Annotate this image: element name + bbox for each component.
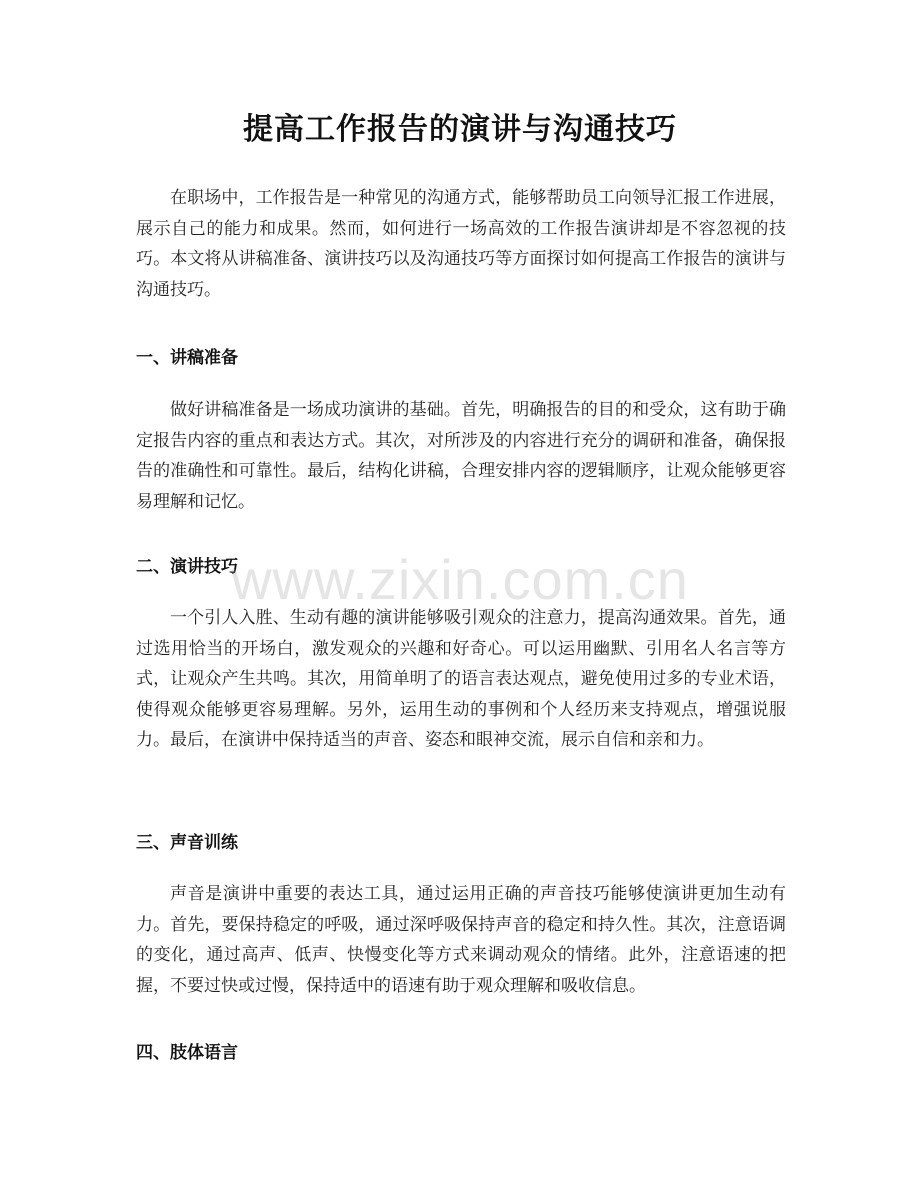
- section-heading-2: 二、演讲技巧: [136, 557, 238, 577]
- section-heading-1: 一、讲稿准备: [136, 348, 238, 368]
- section-paragraph-3: 声音是演讲中重要的表达工具，通过运用正确的声音技巧能够使演讲更加生动有力。首先，要保持稳定的呼吸，通过深呼吸保持声音的稳定和持久性。其次，注意语调的变化，通过高声、低声、快慢变化等方式来调动观众的情绪。此外，注意语速的把握，不要过快或过慢，保持适中的语速有助于观众理解和吸收信息。: [136, 884, 786, 996]
- watermark-text: www.zixin.com.cn: [231, 548, 689, 611]
- section-heading-4: 四、肢体语言: [136, 1043, 238, 1063]
- section-paragraph-2: 一个引人入胜、生动有趣的演讲能够吸引观众的注意力，提高沟通效果。首先，通过选用恰当的开场白，激发观众的兴趣和好奇心。可以运用幽默、引用名人名言等方式，让观众产生共鸣。其次，用简单明了的语言表达观点，避免使用过多的专业术语，使得观众能够更容易理解。另外，运用生动的事例和个人经历来支持观点，增强说服力。最后，在演讲中保持适当的声音、姿态和眼神交流，展示自信和亲和力。: [136, 608, 786, 750]
- section-paragraph-1: 做好讲稿准备是一场成功演讲的基础。首先，明确报告的目的和受众，这有助于确定报告内容的重点和表达方式。其次，对所涉及的内容进行充分的调研和准备，确保报告的准确性和可靠性。最后，结构化讲稿，合理安排内容的逻辑顺序，让观众能够更容易理解和记忆。: [136, 400, 786, 512]
- document-title: 提高工作报告的演讲与沟通技巧: [243, 112, 677, 147]
- section-heading-3: 三、声音训练: [136, 833, 238, 853]
- intro-paragraph: 在职场中，工作报告是一种常见的沟通方式，能够帮助员工向领导汇报工作进展，展示自己的能力和成果。然而，如何进行一场高效的工作报告演讲却是不容忽视的技巧。本文将从讲稿准备、演讲技巧以及沟通技巧等方面探讨如何提高工作报告的演讲与沟通技巧。: [136, 188, 786, 300]
